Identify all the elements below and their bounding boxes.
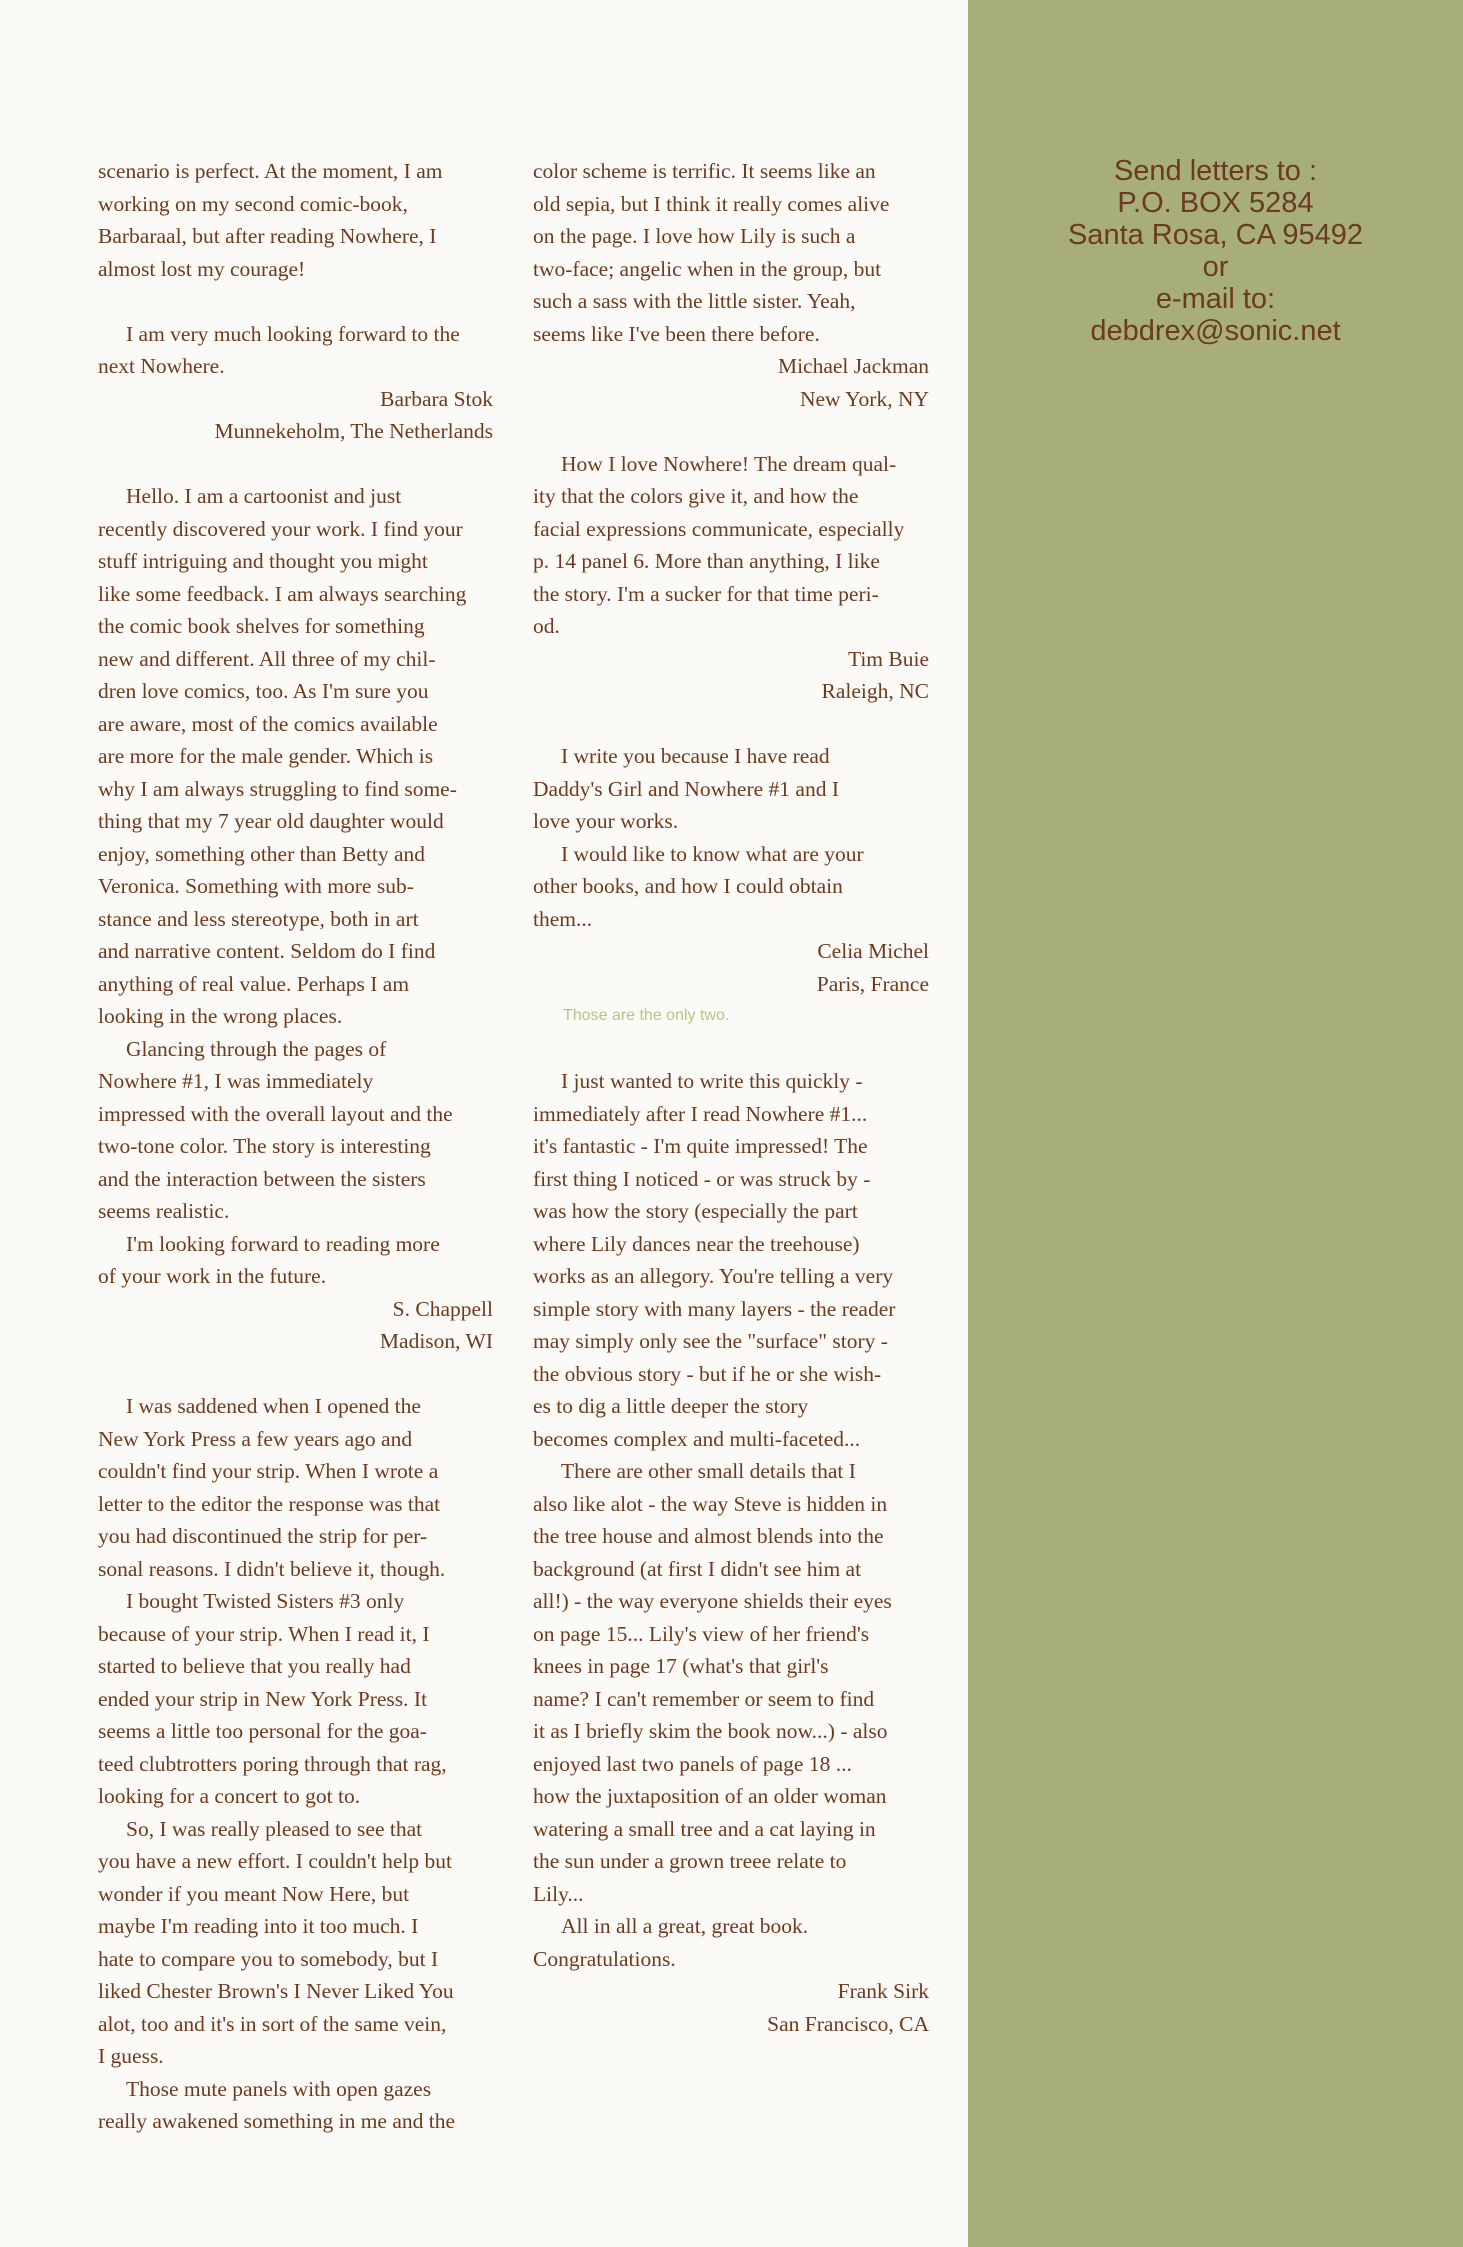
city-state-zip-line: Santa Rosa, CA 95492 — [1067, 219, 1364, 251]
letter-line: and narrative content. Seldom do I find — [98, 939, 436, 963]
letter-line: letter to the editor the response was that — [98, 1491, 441, 1516]
letter-line: looking in the wrong places. — [98, 1004, 343, 1028]
letter-line: There are other small details that I — [561, 1459, 856, 1483]
letter-gap — [98, 1358, 493, 1391]
send-letters-heading: Send letters to : — [1113, 155, 1318, 187]
letter-line: it's fantastic - I'm quite impressed! The — [533, 1134, 868, 1158]
letter-line: enjoy, something other than Betty and — [98, 841, 426, 866]
letter-line: the sun under a grown treee relate to — [533, 1849, 847, 1873]
letter-gap — [533, 415, 929, 448]
letter-line: maybe I'm reading into it too much. I — [98, 1914, 419, 1938]
letter-line: I'm looking forward to reading more — [126, 1231, 440, 1256]
letter-line: the obvious story - but if he or she wish- — [533, 1361, 882, 1386]
letter-gap — [533, 1033, 929, 1066]
letter-line: knees in page 17 (what's that girl's — [533, 1654, 829, 1678]
signature-name: Tim Buie — [847, 646, 929, 671]
po-box-line: P.O. BOX 5284 — [1117, 187, 1314, 219]
letter-line: new and different. All three of my chil- — [98, 646, 436, 671]
letter-line: old sepia, but I think it really comes alive — [533, 191, 890, 216]
letter-line: works as an allegory. You're telling a very — [533, 1264, 894, 1288]
letter-line: was how the story (especially the part — [533, 1199, 858, 1223]
letter-line: thing that my 7 year old daughter would — [98, 809, 444, 833]
letter-line: Congratulations. — [533, 1946, 676, 1971]
letter-line: wonder if you meant Now Here, but — [98, 1881, 410, 1906]
letter-gap — [98, 448, 493, 481]
email-heading: e-mail to: — [1155, 283, 1276, 315]
letter-line: also like alot - the way Steve is hidden in — [533, 1491, 888, 1516]
letter-line: I bought Twisted Sisters #3 only — [126, 1589, 405, 1613]
signature-name: Frank Sirk — [837, 1979, 929, 2003]
letter-line: of your work in the future. — [98, 1264, 327, 1288]
letter-line: recently discovered your work. I find your — [98, 516, 463, 541]
letter-line: first thing I noticed - or was struck by - — [533, 1166, 871, 1191]
signature-name: S. Chappell — [392, 1296, 493, 1321]
signature-location: San Francisco, CA — [767, 2011, 929, 2036]
letter-line: the tree house and almost blends into the — [533, 1524, 884, 1548]
letter-line: od. — [533, 614, 560, 638]
signature-name: Michael Jackman — [777, 354, 929, 378]
letter-line: where Lily dances near the treehouse) — [533, 1231, 860, 1256]
letter-line: other books, and how I could obtain — [533, 874, 843, 898]
letter-line: I guess. — [98, 2044, 164, 2068]
letter-line: on page 15... Lily's view of her friend's — [533, 1621, 870, 1646]
letter-line: name? I can't remember or seem to find — [533, 1686, 875, 1711]
letter-gap — [533, 708, 929, 741]
letter-line: stance and less stereotype, both in art — [98, 906, 419, 931]
letter-line: enjoyed last two panels of page 18 ... — [533, 1751, 852, 1776]
letter-line: impressed with the overall layout and the — [98, 1101, 453, 1126]
letter-line: Barbaraal, but after reading Nowhere, I — [98, 224, 437, 248]
letter-line: alot, too and it's in sort of the same vein, — [98, 2011, 447, 2036]
middle-letters-column — [533, 155, 929, 2040]
letter-line: immediately after I read Nowhere #1... — [533, 1101, 868, 1126]
letter-line: the story. I'm a sucker for that time peri- — [533, 581, 879, 606]
letter-line: es to dig a little deeper the story — [533, 1394, 809, 1418]
letter-line: I write you because I have read — [561, 744, 830, 768]
letter-line: looking for a concert to got to. — [98, 1784, 361, 1808]
letter-line: scenario is perfect. At the moment, I am — [98, 159, 443, 183]
letter-line: How I love Nowhere! The dream qual- — [561, 451, 897, 476]
letter-line: Glancing through the pages of — [126, 1036, 387, 1061]
letter-line: it as I briefly skim the book now...) - also — [533, 1719, 888, 1743]
left-letters-column — [98, 155, 493, 2138]
letter-line: you had discontinued the strip for per- — [98, 1524, 428, 1548]
signature-location: Raleigh, NC — [821, 679, 929, 703]
letter-line: p. 14 panel 6. More than anything, I like — [533, 549, 880, 573]
letter-line: facial expressions communicate, especially — [533, 516, 905, 541]
signature-location: Madison, WI — [379, 1329, 493, 1353]
letter-line: simple story with many layers - the reader — [533, 1296, 896, 1321]
letter-line: background (at first I didn't see him at — [533, 1556, 862, 1581]
letter-line: Veronica. Something with more sub- — [98, 874, 414, 898]
letter-line: why I am always struggling to find some- — [98, 776, 457, 801]
letter-line: teed clubtrotters poring through that rag, — [98, 1751, 447, 1776]
letter-line: Daddy's Girl and Nowhere #1 and I — [533, 776, 839, 801]
letter-line: two-tone color. The story is interesting — [98, 1134, 431, 1158]
letter-line: hate to compare you to somebody, but I — [98, 1946, 439, 1971]
letter-line: color scheme is terrific. It seems like an — [533, 159, 876, 183]
letter-line: Those mute panels with open gazes — [126, 2076, 432, 2101]
letter-line: I just wanted to write this quickly - — [561, 1069, 863, 1093]
signature-location: New York, NY — [799, 386, 929, 411]
letter-line: I would like to know what are your — [561, 841, 864, 866]
letter-line: ity that the colors give it, and how the — [533, 484, 859, 508]
or-line: or — [1202, 251, 1229, 283]
letter-line: ended your strip in New York Press. It — [98, 1686, 428, 1711]
letter-line: New York Press a few years ago and — [98, 1426, 413, 1451]
letter-line: may simply only see the "surface" story - — [533, 1329, 888, 1353]
letter-line: couldn't find your strip. When I wrote a — [98, 1459, 439, 1483]
letter-line: So, I was really pleased to see that — [126, 1816, 423, 1841]
letter-line: I am very much looking forward to the — [126, 321, 460, 346]
letter-line: on the page. I love how Lily is such a — [533, 224, 856, 248]
letter-line: I was saddened when I opened the — [126, 1394, 421, 1418]
letter-line: working on my second comic-book, — [98, 191, 408, 216]
letter-line: dren love comics, too. As I'm sure you — [98, 679, 429, 703]
editor-reply: Those are the only two. — [563, 1007, 730, 1024]
letter-line: Lily... — [533, 1881, 584, 1906]
letter-line: almost lost my courage! — [98, 256, 306, 281]
signature-name: Barbara Stok — [380, 386, 493, 411]
letter-line: such a sass with the little sister. Yeah, — [533, 289, 856, 313]
signature-location: Paris, France — [816, 971, 929, 996]
send-letters-box — [968, 155, 1463, 347]
letter-line: love your works. — [533, 809, 679, 833]
letter-line: anything of real value. Perhaps I am — [98, 971, 410, 996]
letter-line: are more for the male gender. Which is — [98, 744, 434, 768]
letter-line: you have a new effort. I couldn't help but — [98, 1849, 452, 1873]
letter-line: All in all a great, great book. — [561, 1914, 809, 1938]
letter-line: the comic book shelves for something — [98, 614, 425, 638]
signature-location: Munnekeholm, The Netherlands — [214, 419, 493, 443]
letter-line: like some feedback. I am always searching — [98, 581, 467, 606]
letter-line: two-face; angelic when in the group, but — [533, 256, 882, 281]
letter-line: watering a small tree and a cat laying in — [533, 1816, 876, 1841]
paragraph-gap — [98, 285, 493, 318]
letter-line: sonal reasons. I didn't believe it, though. — [98, 1556, 446, 1581]
letter-line: next Nowhere. — [98, 354, 225, 378]
letter-line: and the interaction between the sisters — [98, 1166, 426, 1191]
signature-name: Celia Michel — [817, 939, 929, 963]
email-address[interactable]: debdrex@sonic.net — [1090, 315, 1341, 347]
letter-line: becomes complex and multi-faceted... — [533, 1426, 861, 1451]
letter-line: because of your strip. When I read it, I — [98, 1621, 430, 1646]
letter-line: all!) - the way everyone shields their eyes — [533, 1589, 892, 1613]
letter-line: stuff intriguing and thought you might — [98, 549, 428, 573]
letter-line: them... — [533, 906, 593, 931]
letter-line: liked Chester Brown's I Never Liked You — [98, 1979, 454, 2003]
letter-line: Nowhere #1, I was immediately — [98, 1069, 374, 1093]
letter-line: how the juxtaposition of an older woman — [533, 1784, 887, 1808]
letter-line: seems a little too personal for the goa- — [98, 1719, 427, 1743]
letter-line: seems realistic. — [98, 1199, 230, 1223]
letter-line: really awakened something in me and the — [98, 2109, 456, 2133]
letter-line: Hello. I am a cartoonist and just — [126, 484, 402, 508]
letter-line: started to believe that you really had — [98, 1654, 411, 1678]
letter-line: seems like I've been there before. — [533, 321, 820, 346]
letter-line: are aware, most of the comics available — [98, 711, 438, 736]
